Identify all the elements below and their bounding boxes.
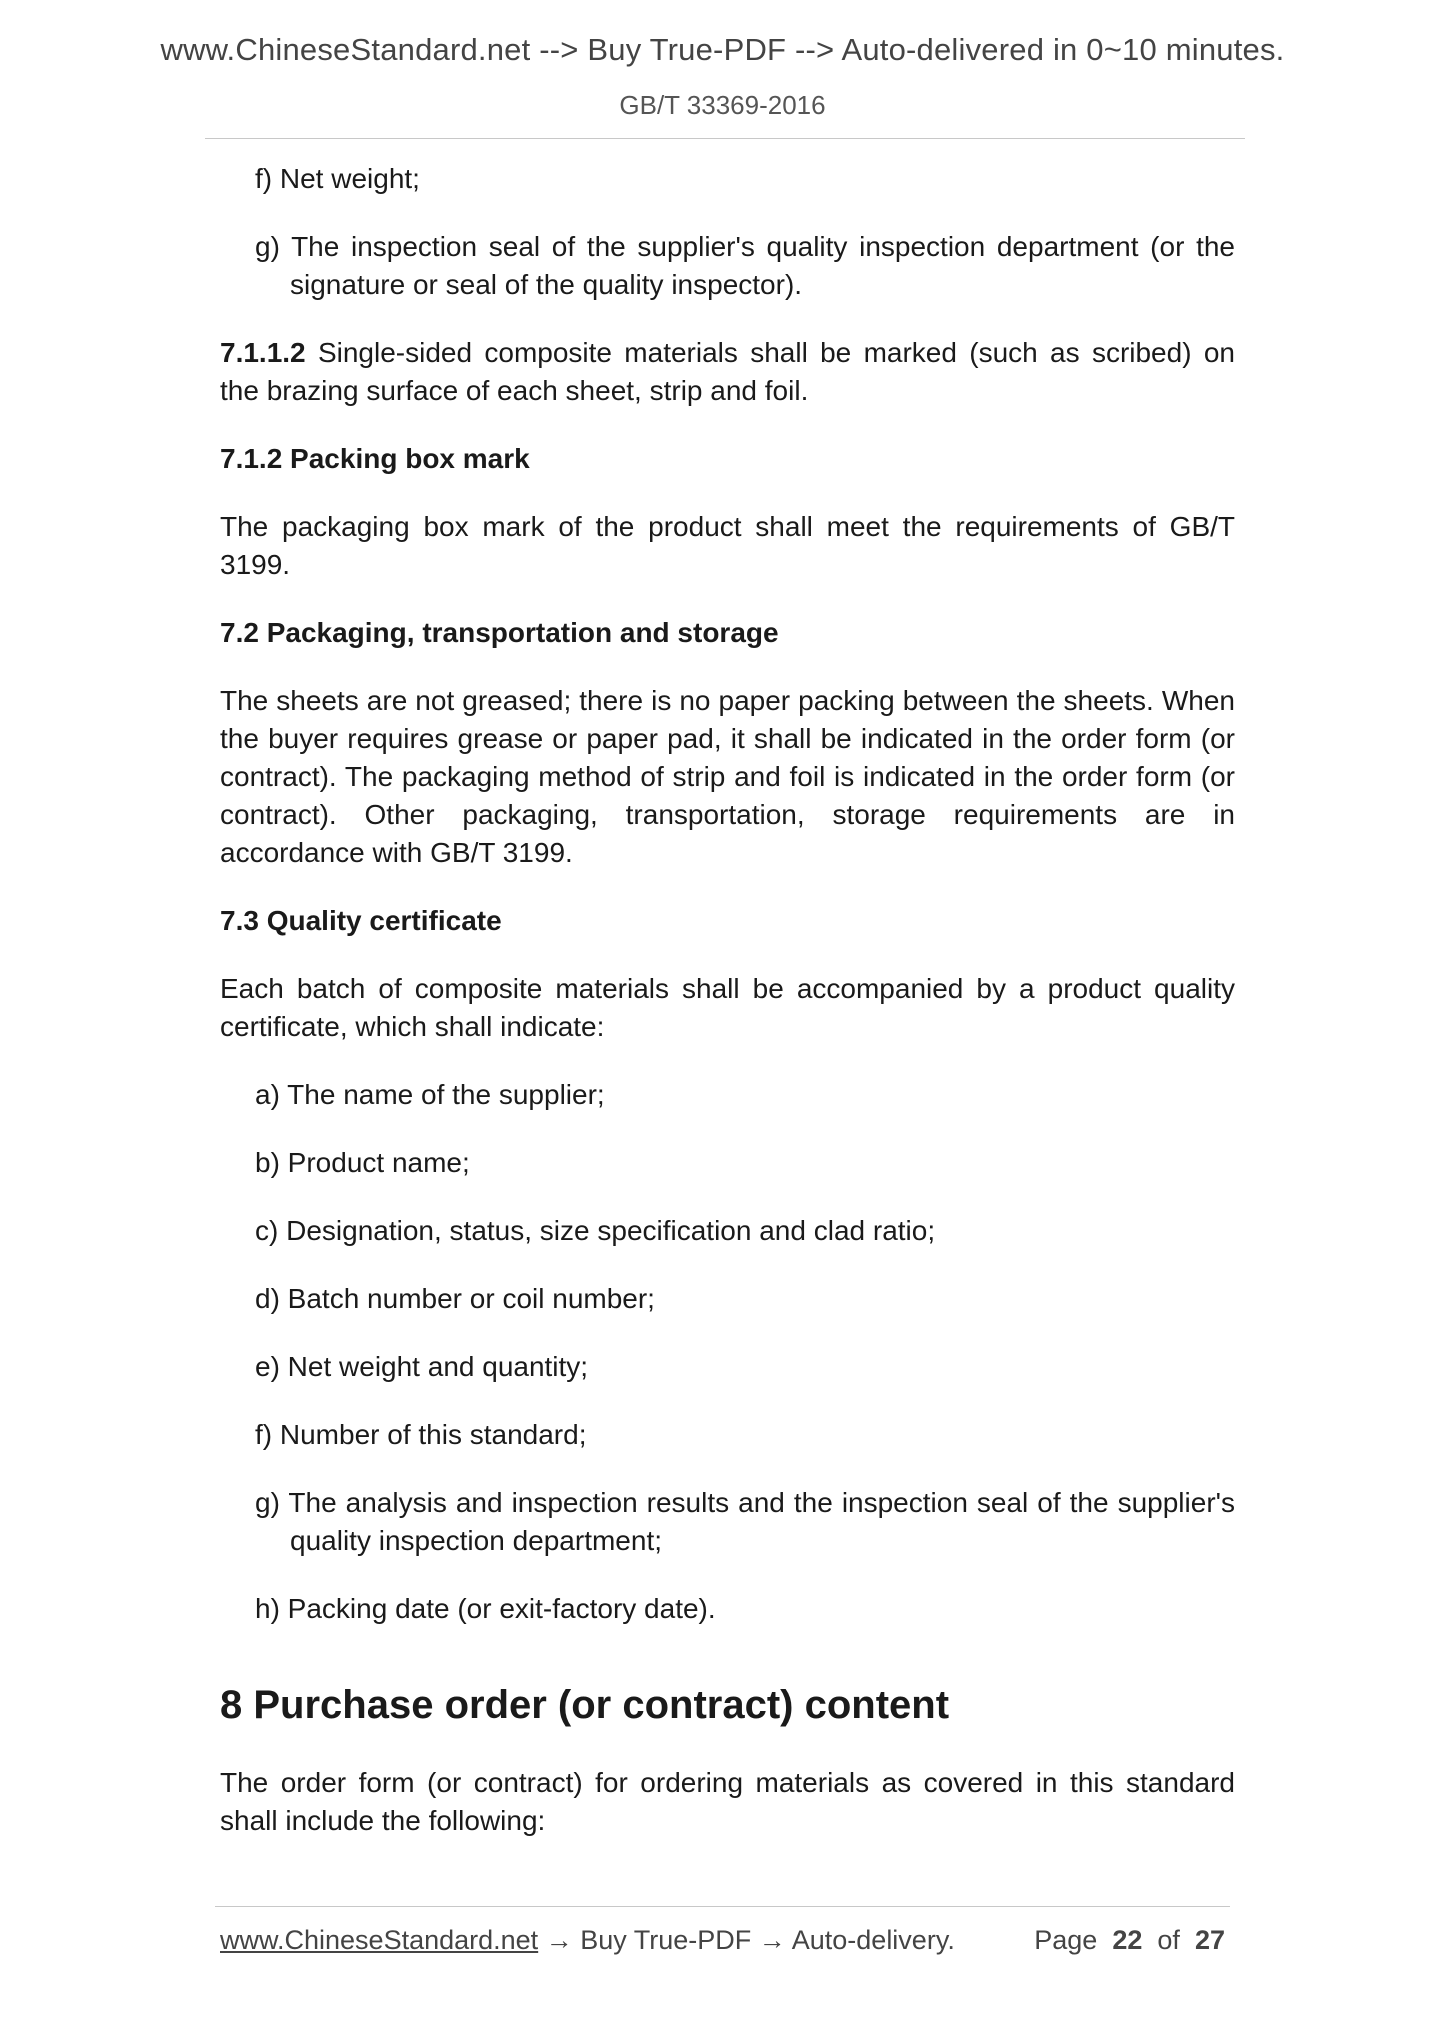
heading-7-3: 7.3 Quality certificate — [220, 905, 502, 936]
document-id: GB/T 33369-2016 — [619, 90, 826, 120]
list-item: a) The name of the supplier; — [255, 1079, 605, 1110]
header-divider — [205, 138, 1245, 139]
list-item: e) Net weight and quantity; — [255, 1351, 589, 1382]
heading-8: 8 Purchase order (or contract) content — [220, 1683, 950, 1727]
of-word: of — [1157, 1925, 1180, 1955]
heading-7-2: 7.2 Packaging, transportation and storage — [220, 617, 779, 648]
list-item: f) Net weight; — [255, 163, 420, 194]
clause-number: 7.1.1.2 — [220, 337, 306, 368]
top-banner: www.ChineseStandard.net --> Buy True-PDF --> Auto-delivered in 0~10 minutes. — [160, 32, 1285, 67]
list-item: g) The analysis and inspection results and the inspection seal of the supplier's quality inspection department; — [255, 1487, 1235, 1556]
document-body — [220, 160, 1235, 1870]
list-item: d) Batch number or coil number; — [255, 1283, 655, 1314]
list-item: c) Designation, status, size specification and clad ratio; — [255, 1215, 936, 1246]
total-pages: 27 — [1194, 1925, 1225, 1955]
paragraph-7-3: Each batch of composite materials shall be accompanied by a product quality certificate, which shall indicate: — [220, 973, 1235, 1042]
paragraph-8: The order form (or contract) for ordering materials as covered in this standard shall include the following: — [220, 1767, 1235, 1836]
paragraph-7-2: The sheets are not greased; there is no paper packing between the sheets. When the buyer requires grease or paper pad, it shall be indicated in the order form (or contract). The packaging method of strip and foil is indicated in the order form (or contract). Other packaging, transportation, storage requirements are in accordance with GB/T 3199. — [220, 685, 1235, 868]
heading-7-1-2: 7.1.2 Packing box mark — [220, 443, 530, 474]
clause-text: Single-sided composite materials shall be marked (such as scribed) on the brazing surface of each sheet, strip and foil. — [220, 337, 1235, 406]
footer-divider — [215, 1906, 1230, 1907]
page-number: 22 — [1112, 1925, 1143, 1955]
list-item: h) Packing date (or exit-factory date). — [255, 1593, 716, 1624]
list-item: b) Product name; — [255, 1147, 470, 1178]
list-item: g) The inspection seal of the supplier's quality inspection department (or the signature or seal of the quality inspector). — [255, 231, 1235, 300]
footer-link[interactable]: www.ChineseStandard.net — [220, 1925, 539, 1955]
paragraph-7-1-2: The packaging box mark of the product shall meet the requirements of GB/T 3199. — [220, 511, 1235, 580]
footer-tagline: → Buy True-PDF → Auto-delivery. — [538, 1925, 955, 1955]
page-indicator — [1034, 1925, 1225, 1956]
footer-left — [220, 1925, 955, 1956]
clause-7-1-1-2 — [220, 334, 1235, 410]
list-item: f) Number of this standard; — [255, 1419, 587, 1450]
page-word: Page — [1034, 1925, 1098, 1955]
